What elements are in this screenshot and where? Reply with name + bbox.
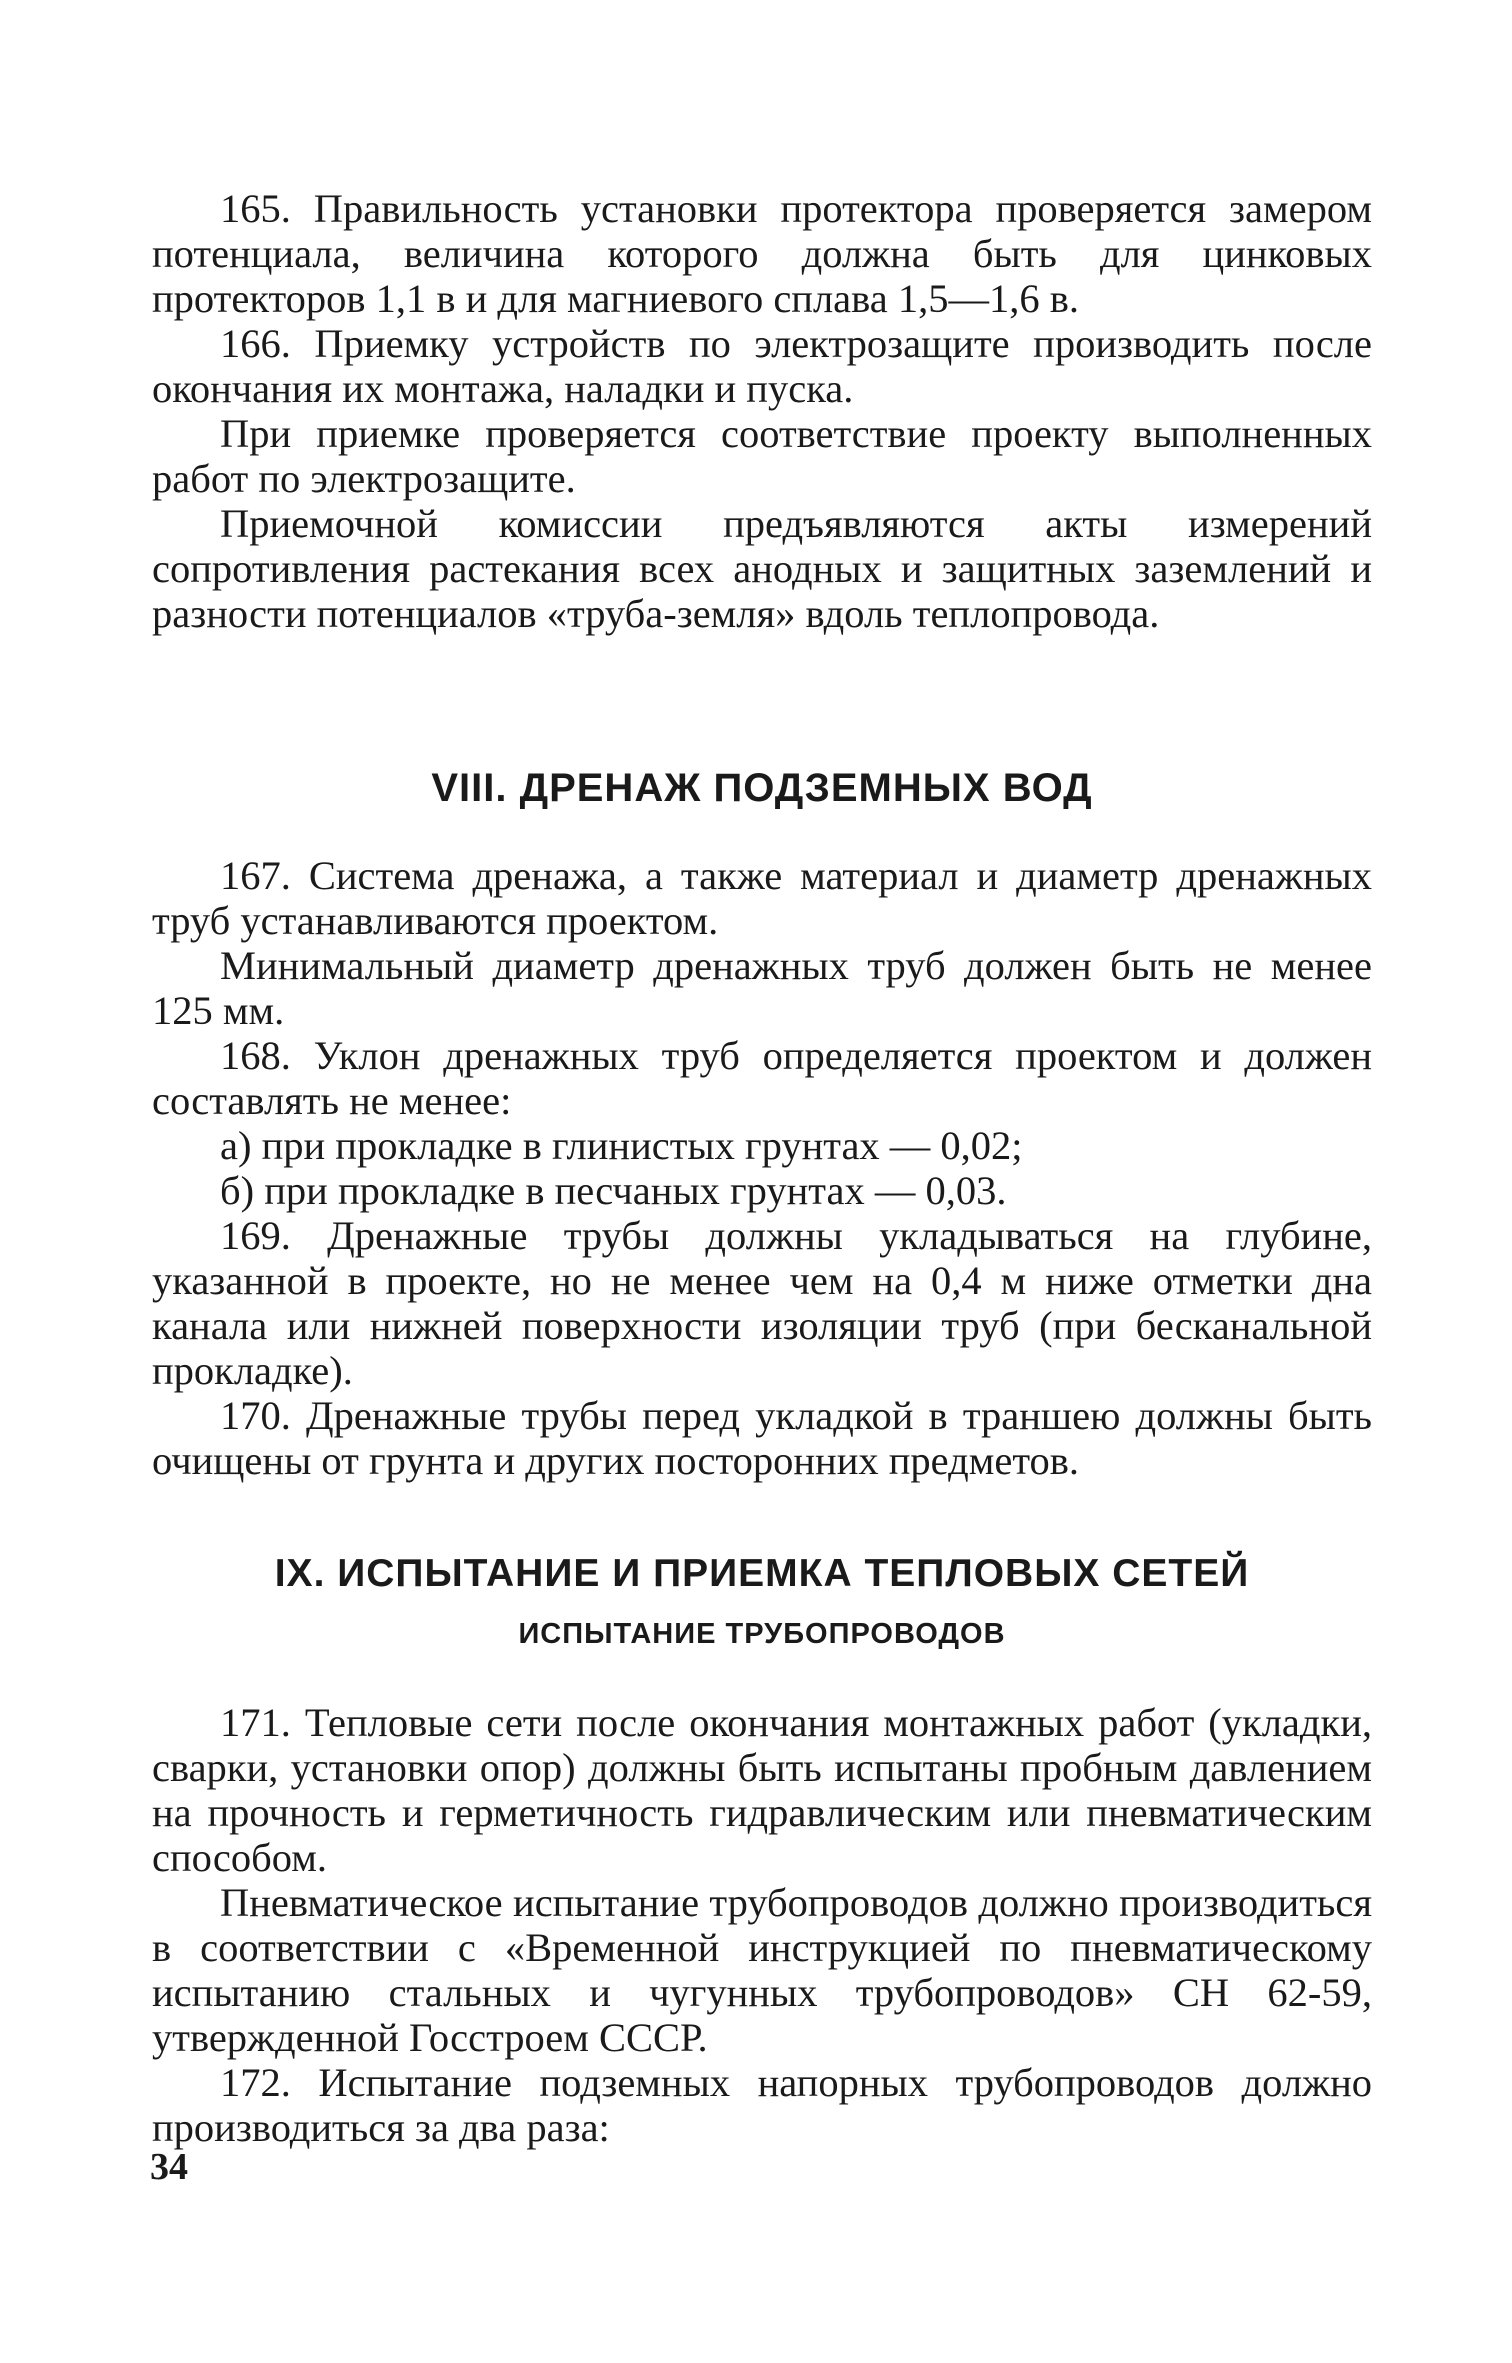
paragraph-170: 170. Дренажные трубы перед укладкой в траншею должны быть очищены от грунта и других посторонних предметов.	[152, 1393, 1372, 1483]
paragraph-167-min-diameter: Минимальный диаметр дренажных труб должен быть не менее 125 мм.	[152, 943, 1372, 1033]
paragraphs-165-166	[152, 186, 1372, 636]
paragraph-171: 171. Тепловые сети после окончания монтажных работ (укладки, сварки, установки опор) должны быть испытаны пробным давлением на прочность и герметичность гидравлическим или пневматическим способом.	[152, 1700, 1372, 1880]
paragraph-168: 168. Уклон дренажных труб определяется проектом и должен составлять не менее:	[152, 1033, 1372, 1123]
paragraphs-167-170	[152, 853, 1372, 1483]
paragraph-168-item-b: б) при прокладке в песчаных грунтах — 0,03.	[220, 1168, 1007, 1213]
paragraph-168-item-a: а) при прокладке в глинистых грунтах — 0,02;	[220, 1123, 1023, 1168]
paragraph-166-commission: Приемочной комиссии предъявляются акты измерений сопротивления растекания всех анодных и защитных заземлений и разности потенциалов «труба-земля» вдоль теплопровода.	[152, 501, 1372, 636]
paragraph-169: 169. Дренажные трубы должны укладываться на глубине, указанной в проекте, но не менее чем на 0,4 м ниже отметки дна канала или нижней поверхности изоляции труб (при бесканальной прокладке).	[152, 1213, 1372, 1393]
paragraph-172: 172. Испытание подземных напорных трубопроводов должно производиться за два раза:	[152, 2060, 1372, 2150]
section-9-subtitle: ИСПЫТАНИЕ ТРУБОПРОВОДОВ	[518, 1618, 1006, 1650]
page-number: 34	[150, 2146, 188, 2188]
paragraph-171-pneumatic: Пневматическое испытание трубопроводов должно производиться в соответствии с «Временной инструкцией по пневматическому испытанию стальных и чугунных трубопроводов» СН 62-59, утвержденной Госстроем СССР.	[152, 1880, 1372, 2060]
paragraph-166-acceptance: При приемке проверяется соответствие проекту выполненных работ по электрозащите.	[152, 411, 1372, 501]
paragraph-165: 165. Правильность установки протектора проверяется замером потенциала, величина которого должна быть для цинковых протекторов 1,1 в и для магниевого сплава 1,5—1,6 в.	[152, 186, 1372, 321]
paragraphs-171-172	[152, 1700, 1372, 2150]
section-8-title: VIII. ДРЕНАЖ ПОДЗЕМНЫХ ВОД	[431, 766, 1093, 810]
section-9-title: IX. ИСПЫТАНИЕ И ПРИЕМКА ТЕПЛОВЫХ СЕТЕЙ	[274, 1552, 1250, 1595]
paragraph-166: 166. Приемку устройств по электрозащите производить после окончания их монтажа, наладки и пуска.	[152, 321, 1372, 411]
paragraph-167: 167. Система дренажа, а также материал и диаметр дренажных труб устанавливаются проектом.	[152, 853, 1372, 943]
